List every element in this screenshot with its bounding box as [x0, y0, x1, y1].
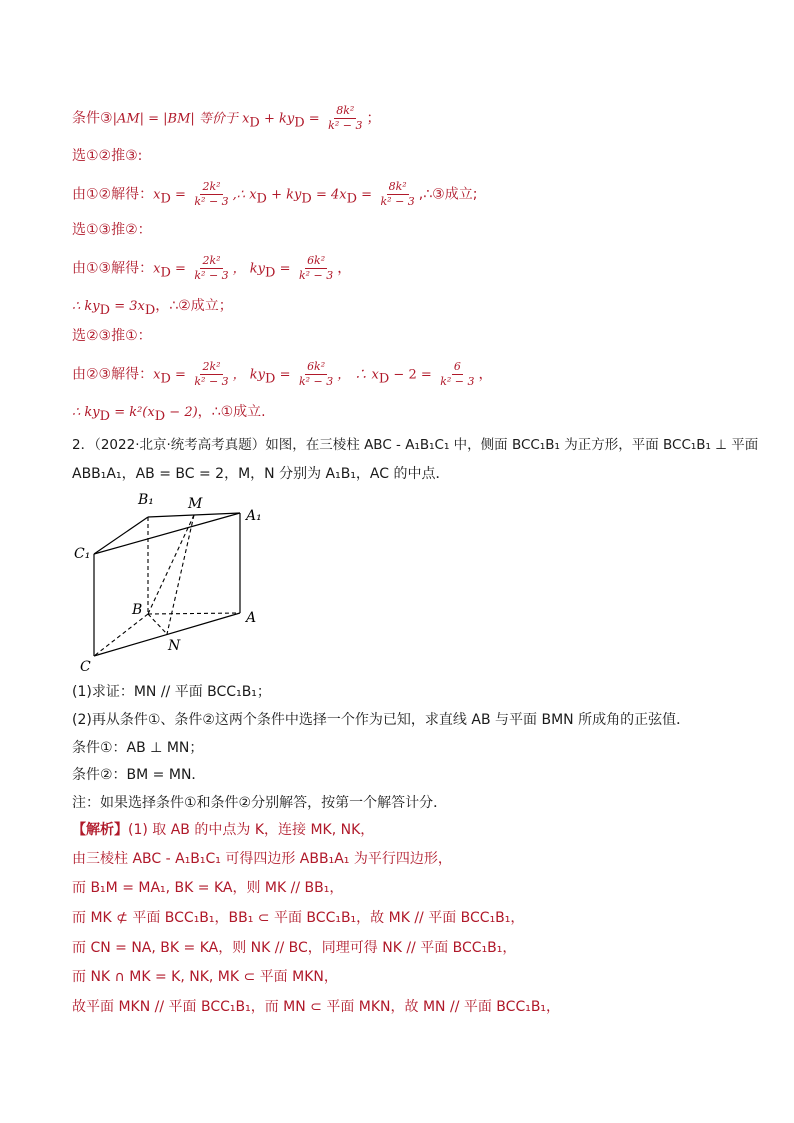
frac-num: 2k² — [202, 360, 221, 373]
sub: D — [265, 265, 276, 281]
question-2 — [72, 710, 690, 730]
text: 选①②推③: — [72, 148, 143, 164]
solution-line-6 — [72, 967, 338, 987]
solution-line-1 — [72, 820, 374, 840]
edge-b-n — [148, 614, 167, 634]
math: = 4x — [311, 187, 347, 203]
frac-num: 2k² — [202, 254, 221, 267]
text: ， — [478, 366, 493, 383]
math: = k²(x — [110, 405, 155, 420]
case-12-heading — [72, 146, 142, 166]
text: 选①③推②： — [72, 222, 152, 238]
solution-line-5 — [72, 938, 516, 958]
fraction — [192, 180, 230, 209]
text: 由三棱柱 ABC - A₁B₁C₁ 可得四边形 ABB₁A₁ 为平行四边形， — [72, 851, 452, 867]
text: (1)求证：MN // 平面 BCC₁B₁； — [72, 684, 271, 700]
text: (1) 取 AB 的中点为 K，连接 MK, NK， — [128, 822, 375, 838]
problem-2-line-2 — [72, 464, 450, 484]
frac-num: 8k² — [336, 104, 355, 117]
case-23-line — [72, 360, 493, 389]
prism-figure — [74, 488, 274, 678]
frac-den: k² − 3 — [298, 269, 334, 282]
sub: D — [160, 371, 171, 387]
text: ，∴②成立； — [155, 298, 233, 314]
math: ∴ ky — [72, 405, 100, 420]
sub: D — [99, 408, 111, 424]
edge-b-a — [148, 613, 240, 614]
sub: D — [265, 371, 276, 387]
sub: D — [144, 302, 156, 318]
sub: D — [256, 191, 267, 207]
frac-den: k² − 3 — [328, 119, 363, 132]
frac-num: 2k² — [202, 180, 221, 193]
math: x — [153, 367, 161, 383]
text: 而 B₁M = MA₁, BK = KA，则 MK // BB₁， — [72, 880, 344, 896]
eq: = — [304, 111, 320, 127]
fraction — [297, 254, 335, 283]
math: + ky — [259, 111, 295, 127]
analysis-tag: 【解析】 — [72, 822, 128, 838]
text: 故平面 MKN // 平面 BCC₁B₁，而 MN ⊂ 平面 MKN，故 MN // 平面 BCC₁B₁， — [72, 999, 561, 1015]
edge-b-c — [94, 614, 148, 656]
frac-num: 6 — [453, 360, 461, 373]
math: ,∴ x — [232, 187, 257, 203]
case-13-heading — [72, 220, 152, 240]
frac-den: k² − 3 — [194, 375, 229, 388]
text: 而 CN = NA, BK = KA，则 NK // BC，同理可得 NK // 平面 BCC₁B₁， — [72, 940, 517, 956]
sub: D — [378, 371, 390, 387]
edge-c1-b1 — [94, 517, 148, 554]
text: 由①②解得： — [72, 186, 154, 203]
math: x — [153, 261, 161, 277]
text: 条件①：AB ⊥ MN； — [72, 740, 204, 756]
text: 选②③推①： — [72, 328, 152, 344]
case-13-conclusion — [72, 296, 233, 321]
text: ， — [337, 260, 352, 277]
frac-num: 6k² — [307, 254, 326, 267]
eq: = — [170, 367, 186, 383]
frac-num: 8k² — [388, 180, 407, 193]
math: ， ky — [232, 261, 266, 277]
math: = 3x — [110, 299, 145, 314]
text: 而 MK ⊄ 平面 BCC₁B₁，BB₁ ⊂ 平面 BCC₁B₁，故 MK // 平面 BCC₁B₁， — [72, 910, 525, 926]
label-c1: C₁ — [74, 546, 91, 562]
eq: = — [275, 261, 291, 277]
eq: = — [357, 187, 373, 203]
sub: D — [249, 115, 260, 131]
eq: = — [170, 187, 186, 203]
sub: D — [154, 408, 166, 424]
solution-line-7 — [72, 997, 560, 1017]
eq: − 2 = — [389, 367, 432, 383]
condition-2 — [72, 765, 205, 785]
frac-den: k² − 3 — [380, 195, 415, 208]
fraction — [379, 180, 417, 209]
frac-den: k² − 3 — [440, 375, 475, 388]
frac-den: k² − 3 — [194, 269, 229, 282]
frac-den: k² − 3 — [298, 375, 334, 388]
eq: = — [275, 367, 291, 383]
label-a1: A₁ — [246, 508, 262, 524]
label-c: C — [80, 659, 91, 675]
math: ， ∴ x — [337, 367, 379, 383]
label-n: N — [168, 638, 181, 654]
sub: D — [346, 191, 358, 207]
solution-line-4 — [72, 908, 524, 928]
text: 由①③解得： — [72, 260, 154, 277]
sub: D — [160, 191, 171, 207]
math: ∴ ky — [72, 299, 100, 314]
math: + ky — [266, 187, 302, 203]
label-m: M — [188, 496, 203, 512]
edge-m-b — [148, 515, 194, 614]
math: x — [153, 187, 161, 203]
text: 条件②：BM = MN． — [72, 767, 206, 783]
fraction — [192, 254, 230, 283]
fraction — [297, 360, 335, 389]
fraction — [326, 104, 364, 133]
frac-den: k² − 3 — [194, 195, 229, 208]
edge-c1-a1 — [94, 513, 240, 554]
condition-1 — [72, 738, 203, 758]
edge-c-a — [94, 613, 240, 656]
frac-num: 6k² — [307, 360, 326, 373]
text: 注：如果选择条件①和条件②分别解答，按第一个解答计分． — [72, 795, 448, 811]
sub: D — [301, 191, 312, 207]
text: 2．（2022·北京·统考高考真题）如图，在三棱柱 ABC - A₁B₁C₁ 中，侧面 BCC₁B₁ 为正方形，平面 BCC₁B₁ ⊥ 平面 — [72, 437, 759, 453]
label-a: A — [246, 610, 257, 626]
text: 由②③解得： — [72, 366, 154, 383]
solution-line-2 — [72, 849, 452, 869]
solution-line-3 — [72, 878, 343, 898]
case-12-line — [72, 180, 477, 209]
text: ，∴①成立. — [197, 404, 266, 420]
text: (2)再从条件①、条件②这两个条件中选择一个作为已知，求直线 AB 与平面 BMN 所成角的正弦值． — [72, 712, 691, 728]
text: 而 NK ∩ MK = K, NK, MK ⊂ 平面 MKN， — [72, 969, 338, 985]
note — [72, 793, 447, 813]
fraction — [438, 360, 476, 389]
text: 条件③ — [72, 110, 113, 127]
case-13-line — [72, 254, 351, 283]
math: ， ky — [232, 367, 266, 383]
fraction — [192, 360, 230, 389]
label-b1: B₁ — [138, 492, 154, 508]
math: − 2) — [165, 405, 198, 420]
eq: = — [170, 261, 186, 277]
text: ABB₁A₁，AB = BC = 2，M，N 分别为 A₁B₁，AC 的中点． — [72, 466, 450, 482]
condition-3-line — [72, 104, 380, 133]
text: ； — [366, 110, 381, 127]
case-23-heading — [72, 326, 152, 346]
case-23-conclusion — [72, 402, 266, 427]
sub: D — [99, 302, 111, 318]
sub: D — [160, 265, 171, 281]
problem-2-line-1 — [72, 435, 758, 455]
math: |AM| = |BM| 等价于 x — [112, 111, 250, 127]
question-1 — [72, 682, 271, 702]
sub: D — [294, 115, 305, 131]
text: ,∴③成立; — [418, 186, 478, 203]
label-b: B — [132, 602, 143, 618]
